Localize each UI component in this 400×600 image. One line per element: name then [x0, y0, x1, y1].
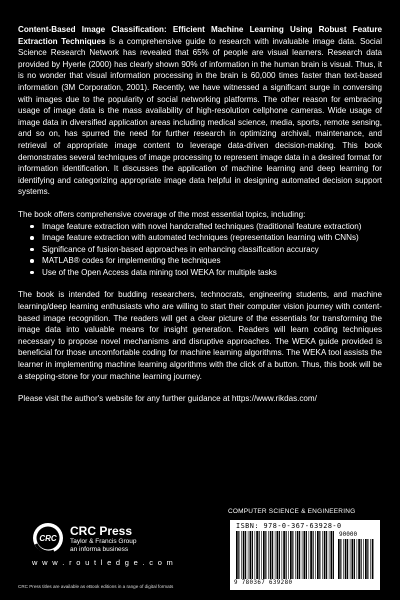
barcode-bar: [322, 531, 323, 579]
barcode-bar: [340, 539, 341, 579]
crc-logo-icon: [32, 522, 64, 554]
list-item: Significance of fusion-based approaches in enhancing classification accuracy: [32, 244, 382, 256]
barcode-bar: [372, 539, 374, 579]
publisher-name: CRC Press: [70, 524, 133, 538]
barcode-bar: [255, 531, 256, 579]
barcode-bar: [354, 539, 355, 579]
barcode-bar: [352, 539, 354, 579]
list-item: Use of the Open Access data mining tool WEKA for multiple tasks: [32, 267, 382, 279]
barcode-bar: [270, 531, 272, 579]
barcode-bar: [338, 539, 340, 579]
barcode-bar: [272, 531, 273, 579]
coverage-lead: The book offers comprehensive coverage of the most essential topics, including:: [18, 209, 306, 219]
publisher-url: w w w . r o u t l e d g e . c o m: [32, 558, 175, 567]
barcode-bar: [313, 531, 314, 579]
publisher-logo: [32, 522, 182, 568]
back-cover-text: [18, 24, 382, 405]
barcode-bars: [236, 531, 334, 579]
barcode-bar: [277, 531, 279, 579]
publisher-tagline: an informa business: [70, 546, 129, 553]
barcode-bar: [238, 531, 239, 579]
barcode-bar: [259, 531, 260, 579]
list-item: Image feature extraction with automated techniques (representation learning with CNNs): [32, 232, 382, 244]
barcode-bar: [306, 531, 307, 579]
barcode-bar: [292, 531, 293, 579]
list-item: MATLAB® codes for implementing the techniques: [32, 255, 382, 267]
barcode-bar: [268, 531, 269, 579]
barcode-bar: [302, 531, 303, 579]
barcode-bar: [248, 531, 249, 579]
barcode-bar: [363, 539, 364, 579]
barcode-bar: [317, 531, 319, 579]
addon-barcode-bars: [338, 539, 374, 579]
barcode-bar: [263, 531, 265, 579]
barcode-bar: [283, 531, 285, 579]
barcode-bar: [329, 531, 330, 579]
barcode-bar: [345, 539, 347, 579]
barcode-bar: [347, 539, 348, 579]
barcode-bar: [252, 531, 253, 579]
barcode-bar: [265, 531, 266, 579]
barcode-bar: [357, 539, 358, 579]
barcode-bar: [256, 531, 258, 579]
barcode-bar: [261, 531, 262, 579]
barcode-bar: [310, 531, 312, 579]
website-line: Please visit the author's website for any further guidance at https://www.rikdas.com/: [18, 394, 317, 404]
barcode-bar: [370, 539, 371, 579]
barcode-bar: [319, 531, 320, 579]
price-addon: 90000: [339, 531, 358, 538]
barcode-bar: [358, 539, 360, 579]
barcode-bar: [326, 531, 327, 579]
barcode-digits: 9 780367 639280: [234, 580, 293, 586]
barcode-bar: [290, 531, 292, 579]
barcode-bar: [343, 539, 344, 579]
audience-paragraph: The book is intended for budding researchers, technocrats, engineering students, and machine learning/deep learning enthusiasts who are willing to start their computer vision journey with content-based image recognition. The readers will get a clear picture of the essentials for transforming the image data into valuable means for insight generation. Readers will learn coding techniques necessary to propose novel mechanisms and disruptive approaches. The WEKA guide provided is beneficial for those uncomfortable coding for machine learning algorithms. The WEKA tool assists the learner in implementing machine learning algorithms with the click of a button. Thus, this book will be a stepping-stone for your machine learning journey.: [18, 290, 382, 381]
isbn-barcode: [230, 520, 380, 590]
barcode-bar: [282, 531, 283, 579]
barcode-bar: [241, 531, 242, 579]
cover-footer: [0, 508, 400, 600]
barcode-bar: [365, 539, 367, 579]
barcode-bar: [243, 531, 245, 579]
coverage-list: [18, 221, 382, 279]
barcode-bar: [331, 531, 333, 579]
intro-body: is a comprehensive guide to research with invaluable image data. Social Science Research Network has revealed that 65% of people are visual learners. Research data provided by Hyerle (2000) has clearly shown 90% of information in the human brain is visual. Thus, it is no wonder that visual information processing in the brain is 60,000 times faster than text-based information (3M Corporation, 2001). Recently, we have witnessed a significant surge in conversing with images due to the popularity of social networking platforms. The other reason for embracing usage of image data is the mass availability of high-resolution cellphone cameras. Wide usage of image data in diversified application areas including medical science, media, sports, remote sensing, and so on, has spurred the need for further research in optimizing archival, maintenance, and retrieval of appropriate image content to leverage data-driven decision-making. This book demonstrates several techniques of image processing to represent image data in a desired format for information identification. It discusses the application of machine learning and deep learning for identifying and categorizing appropriate image data helpful in designing automated decision support systems.: [18, 36, 382, 197]
barcode-bar: [279, 531, 280, 579]
barcode-bar: [361, 539, 362, 579]
barcode-bar: [275, 531, 276, 579]
barcode-bar: [297, 531, 299, 579]
barcode-bar: [333, 531, 334, 579]
barcode-bar: [250, 531, 252, 579]
logo-mark-text: CRC: [39, 534, 57, 543]
ebook-footnote: CRC Press titles are available as eBook editions in a range of digital formats: [18, 584, 174, 589]
barcode-bar: [350, 539, 351, 579]
barcode-bar: [288, 531, 289, 579]
barcode-bar: [315, 531, 316, 579]
barcode-bar: [245, 531, 246, 579]
barcode-bar: [304, 531, 306, 579]
publisher-group: Taylor & Francis Group: [70, 538, 137, 545]
barcode-bar: [309, 531, 310, 579]
subject-category: COMPUTER SCIENCE & ENGINEERING: [228, 508, 356, 515]
book-title: Content-Based Image Classification: Efficient Machine Learning Using Robust Feature Extraction Techniques: [18, 25, 382, 46]
barcode-bar: [295, 531, 296, 579]
isbn-number: ISBN: 978-0-367-63928-0: [236, 522, 342, 530]
barcode-bar: [367, 539, 368, 579]
list-item: Image feature extraction with novel handcrafted techniques (traditional feature extraction): [32, 221, 382, 233]
intro-paragraph: [18, 24, 382, 198]
barcode-bar: [236, 531, 238, 579]
barcode-bar: [324, 531, 326, 579]
barcode-bar: [286, 531, 287, 579]
barcode-bar: [299, 531, 300, 579]
